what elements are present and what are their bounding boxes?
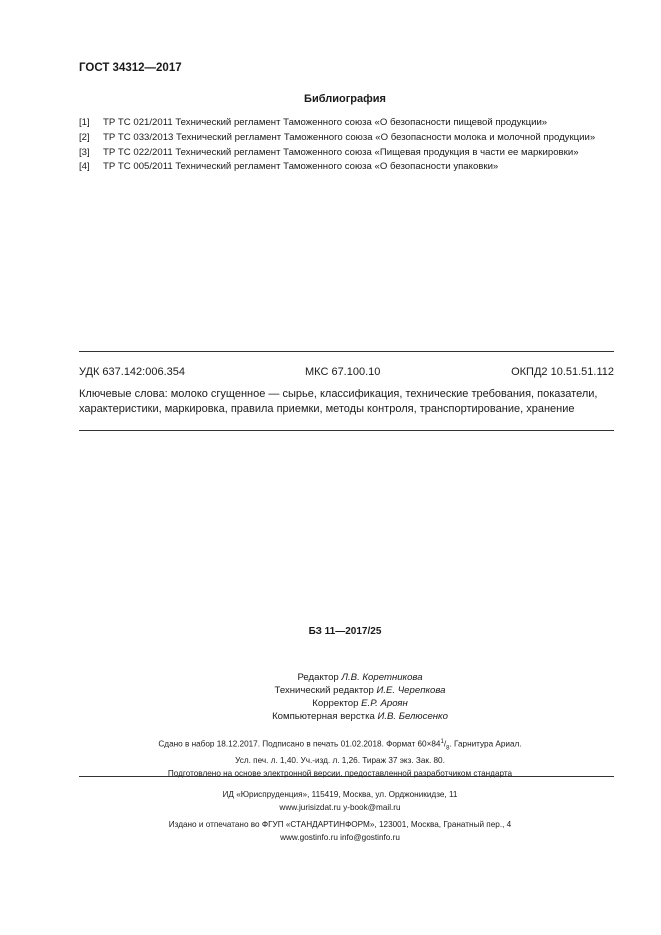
bibliography-item-text: ТР ТС 022/2011 Технический регламент Таможенного союза «Пищевая продукция в части ее маркировки» <box>103 146 579 158</box>
bibliography-item <box>79 131 639 146</box>
credit-line <box>200 697 520 710</box>
bibliography-item <box>79 116 639 131</box>
keywords <box>79 387 619 416</box>
standard-code: ГОСТ 34312—2017 <box>79 62 182 74</box>
credit-name: Е.Р. Ароян <box>361 698 408 709</box>
credit-role: Корректор <box>312 698 359 709</box>
credit-role: Технический редактор <box>274 685 374 696</box>
keywords-line: характеристики, маркировка, правила приемки, методы контроля, транспортирование, хранение <box>79 402 575 415</box>
format-numerator: 1 <box>440 739 444 745</box>
bibliography-item-text: ТР ТС 005/2011 Технический регламент Таможенного союза «О безопасности упаковки» <box>103 161 499 173</box>
print-info <box>140 736 540 780</box>
keywords-line: Ключевые слова: молоко сгущенное — сырье, классификация, технические требования, показатели, <box>79 388 598 400</box>
divider-bottom <box>79 430 614 431</box>
publisher-line: www.jurisizdat.ru y-book@mail.ru <box>279 802 401 812</box>
credit-name: И.Е. Черепкова <box>376 685 446 696</box>
publisher-info <box>140 789 540 844</box>
credit-line <box>200 710 520 723</box>
credit-name: Л.В. Коретникова <box>341 672 423 683</box>
divider-top <box>79 351 614 352</box>
mks-code: МКС 67.100.10 <box>305 366 381 378</box>
print-info-line: Сдано в набор 18.12.2017. Подписано в печать 01.02.2018. Формат $60\times 84^1/_8$. Гарнитура Ариал. <box>158 739 522 752</box>
credit-line <box>200 684 520 697</box>
publisher-line: www.gostinfo.ru info@gostinfo.ru <box>280 832 400 842</box>
format-denominator: 8 <box>446 745 450 752</box>
divider-imprint <box>79 776 614 777</box>
publisher-line: ИД «Юриспруденция», 115419, Москва, ул. Орджоникидзе, 11 <box>222 790 458 799</box>
credit-name: И.В. Белюсенко <box>377 711 448 722</box>
publisher-line: Издано и отпечатано во ФГУП «СТАНДАРТИНФОРМ», 123001, Москва, Гранатный пер., 4 <box>168 820 512 830</box>
print-info-line: Подготовлено на основе электронной версии, предоставленной разработчиком стандарта <box>167 768 513 778</box>
okpd-code: ОКПД2 10.51.51.112 <box>511 366 614 378</box>
print-info-line: Усл. печ. л. 1,40. Уч.-изд. л. 1,26. Тираж 37 экз. Зак. 80. <box>235 755 445 765</box>
bibliography-item <box>79 160 639 175</box>
bibliography-item-number: [4] <box>79 161 90 173</box>
credits <box>200 671 520 723</box>
udk-code: УДК 637.142:006.354 <box>79 366 185 378</box>
bibliography-item-number: [2] <box>79 131 90 143</box>
print-info-text: Сдано в набор 18.12.2017. Подписано в печать 01.02.2018. Формат 60×84 <box>158 739 441 749</box>
bibliography-item-number: [3] <box>79 146 90 158</box>
bibliography-item <box>79 146 639 161</box>
bibliography-item-text: ТР ТС 021/2011 Технический регламент Таможенного союза «О безопасности пищевой продукции» <box>103 117 548 128</box>
issue-code: БЗ 11—2017/25 <box>308 626 382 637</box>
credit-role: Компьютерная верстка <box>272 711 375 722</box>
bibliography-item-text: ТР ТС 033/2013 Технический регламент Таможенного союза «О безопасности молока и молочной продукции» <box>103 131 596 143</box>
print-info-text: . Гарнитура Ариал. <box>449 739 522 749</box>
bibliography-title: Библиография <box>304 93 386 105</box>
credit-line <box>200 671 520 684</box>
credit-role: Редактор <box>297 672 339 683</box>
bibliography-list <box>79 116 639 175</box>
bibliography-item-number: [1] <box>79 117 90 128</box>
